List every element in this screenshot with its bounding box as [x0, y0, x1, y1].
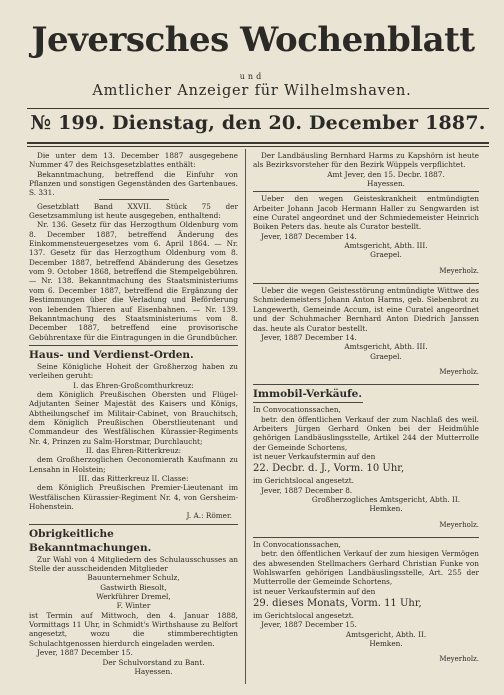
curatel-1-judge: Graepel. [370, 250, 402, 260]
issue-rule-thin [27, 146, 489, 147]
obrig-heading: Obrigkeitliche Bekanntmachungen. [29, 527, 152, 554]
immobil-2-intro: In Convocationssachen, [253, 540, 341, 549]
bezirksvorsteher-signature: Hayessen. [367, 179, 405, 189]
orden-intro: Seine Königliche Hoheit der Großherzog haben zu verleihen geruht: [29, 361, 238, 381]
curatel-1-clerk: Meyerholz. [439, 266, 479, 275]
immobil-2-issued: Jever, 1887 December 15. [261, 620, 357, 630]
section-rule [253, 537, 479, 538]
obrig-date: Jever, 1887 December 15. [37, 648, 133, 658]
orden-class-3: III. das Ritterkreuz II. Classe: [78, 474, 189, 483]
orden-heading: Haus- und Verdienst-Orden. [29, 348, 194, 361]
curatel-1-court: Amtsgericht, Abth. III. [344, 241, 428, 251]
section-rule [253, 283, 479, 284]
short-rule [99, 199, 169, 200]
section-rule [253, 384, 479, 385]
curatel-1-date: Jever, 1887 December 14. [261, 231, 357, 241]
obrig-authority: Der Schulvorstand zu Bant. [102, 657, 205, 667]
orden-recipients-2: dem Großherzoglichen Oeconomierath Kaufmann zu Lensahn in Holstein; [29, 455, 238, 474]
orden-class-2: II. das Ehren-Ritterkreuz: [85, 445, 182, 455]
masthead-subtitle: Amtlicher Anzeiger für Wilhelmshaven. [92, 83, 412, 99]
immobil-2-clerk: Meyerholz. [439, 655, 479, 664]
curatel-2-text: Ueber die wegen Geistesstörung entmündigte Wittwe des Schmiedemeisters Johann Anton Harms, geb. Siebenbrot zu Langewerth, Gemeinde Accum, ist eine Curatel angeordnet und der Schuhmacher Bernhard Anton Diedrich Janssen das. heute als Curator bestellt. [253, 286, 479, 333]
immobil-1-termin: ist neuer Verkaufstermin auf den [253, 451, 376, 461]
immobil-1-location: im Gerichtslocal angesetzt. [253, 476, 354, 486]
bezirksvorsteher-date: Amt Jever, den 15. Decbr. 1887. [327, 169, 445, 179]
immobil-1-issued: Jever, 1887 December 8. [261, 485, 353, 495]
section-rule [29, 524, 238, 525]
masthead-title: Jeversches Wochenblatt [31, 20, 475, 60]
gesetzblatt-items: Nr. 136. Gesetz für das Herzogthum Oldenburg vom 8. December 1887, betreffend Änderung des Einkommensteuergesetzes vom 6. April 1864. — Nr. 137. Gesetz für das Herzogthum Oldenburg vom 8. December 1887, betreffend Abänderung des Gesetzes vom 9. October 1868, betreffend die Stempelgebühren. — Nr. 138. Bekanntmachung des Staatsministeriums vom 6. December 1887, betreffend die Ergänzung der Bestimmungen über die Verladung und Beförderung von lebenden Thieren auf Eisenbahnen. — Nr. 139. Bekanntmachung des Staatsministeriums vom 8. December 1887, betreffend eine provisorische Gebührentaxe für die Eintragungen in die Grundbücher. [29, 220, 238, 342]
orden-signature: J. A.: Römer. [186, 511, 232, 521]
left-column [29, 151, 238, 676]
obrig-member-1: Bauunternehmer Schulz, [87, 573, 180, 583]
immobil-1-judge: Hemken. [369, 504, 403, 514]
immobil-heading: Immobil-Verkäufe. [253, 388, 363, 401]
obrig-member-4: F. Winter [116, 601, 151, 611]
obrig-intro: Zur Wahl von 4 Mitgliedern des Schulausschusses an Stelle der ausscheidenden Mitglieder [29, 554, 238, 574]
curatel-2-judge: Graepel. [370, 351, 402, 361]
curatel-1-text: Ueber den wegen Geisteskrankheit entmündigten Arbeiter Johann Jacob Hermann Haller zu Sengwarden ist eine Curatel angeordnet und der Schmiedemeister Heinrich Boiken Peters das. heute als Curator bestellt. [253, 194, 479, 232]
issue-line: № 199. Dienstag, den 20. December 1887. [30, 112, 486, 134]
section-rule [29, 345, 238, 346]
top-rule [27, 108, 489, 109]
gesetzblatt-notice: Gesetzblatt Band XXVII. Stück 75 der Gesetzsammlung ist heute ausgegeben, enthaltend: [29, 201, 238, 221]
immobil-2-subject: betr. den öffentlichen Verkauf der zum hiesigen Vermögen des abwesenden Stellmachers Gerhard Christian Funke von Wohlswarfen gehörigen Landbäuslingsstelle, Art. 255 der Mutterrolle der Gemeinde Schortens, [253, 549, 479, 587]
heading-underline [253, 402, 363, 403]
obrig-member-2: Gastwirth Biesolt, [100, 582, 167, 592]
curatel-2-court: Amtsgericht, Abth. III. [344, 342, 428, 352]
section-rule [253, 191, 479, 192]
bezirksvorsteher-notice: Der Landbäusling Bernhard Harms zu Kapshörn ist heute als Bezirksvorsteher für den Bezirk Wüppels verpflichtet. [253, 151, 479, 170]
immobil-2-court: Amtsgericht, Abth. II. [345, 629, 427, 639]
immobil-1-intro: In Convocationssachen, [253, 405, 341, 415]
masthead-und: und [239, 72, 265, 81]
immobil-1-date: 22. Decbr. d. J., Vorm. 10 Uhr, [253, 463, 405, 475]
obrig-termin: ist Termin auf Mittwoch, den 4. Januar 1888, Vormittags 11 Uhr, in Schmidt's Wirthshause zu Belfort angesetzt, wozu die stimmberechtigten Schulachtgenossen hierdurch eingeladen werden. [29, 610, 238, 648]
immobil-2-location: im Gerichtslocal angesetzt. [253, 611, 354, 621]
curatel-2-date: Jever, 1887 December 14. [261, 332, 357, 342]
immobil-2-judge: Hemken. [369, 639, 403, 649]
orden-recipients-3: dem Königlich Preußischen Premier-Lieutenant im Westfälischen Kürassier-Regiment Nr. 4, von Gersheim-Hohenstein. [29, 483, 238, 512]
orden-class-1: I. das Ehren-Großcomthurkreuz: [73, 380, 194, 390]
obrig-member-3: Werkführer Dremel, [96, 592, 171, 602]
immobil-1-subject: betr. den öffentlichen Verkauf der zum Nachlaß des weil. Arbeiters Jürgen Gerhard Onken bei der Heidmühle gehörigen Landbäuslingsstelle, Artikel 244 der Mutterrolle der Gemeinde Schortens, [253, 414, 479, 452]
immobil-1-clerk: Meyerholz. [439, 520, 479, 529]
reichsgesetzblatt-notice: Die unter dem 13. December 1887 ausgegebene Nummer 47 des Reichsgesetzblattes enthält: [29, 151, 238, 170]
reichsgesetzblatt-item: Bekanntmachung, betreffend die Einfuhr von Pflanzen und sonstigen Gegenständen des Gartenbaues. S. 331. [29, 169, 238, 198]
immobil-2-termin: ist neuer Verkaufstermin auf den [253, 586, 376, 596]
issue-rule-thick [27, 142, 489, 144]
column-divider [245, 149, 246, 684]
immobil-2-date: 29. dieses Monats, Vorm. 11 Uhr, [253, 598, 422, 610]
immobil-1-court: Großherzogliches Amtsgericht, Abth. II. [311, 494, 461, 504]
curatel-2-clerk: Meyerholz. [439, 367, 479, 376]
right-column [253, 151, 479, 672]
orden-recipients-1: dem Königlich Preußischen Obersten und Flügel-Adjutanten Seiner Majestät des Kaisers und Königs, Abtheilungschef im Militair-Cabinet, von Brauchitsch, dem Königlich Preußischen Oberstlieutenant und Commandeur des Westfälischen Kürassier-Regiments Nr. 4, Prinzen zu Salm-Horstmar, Durchlaucht; [29, 389, 238, 446]
obrig-signature: Hayessen. [134, 666, 173, 676]
